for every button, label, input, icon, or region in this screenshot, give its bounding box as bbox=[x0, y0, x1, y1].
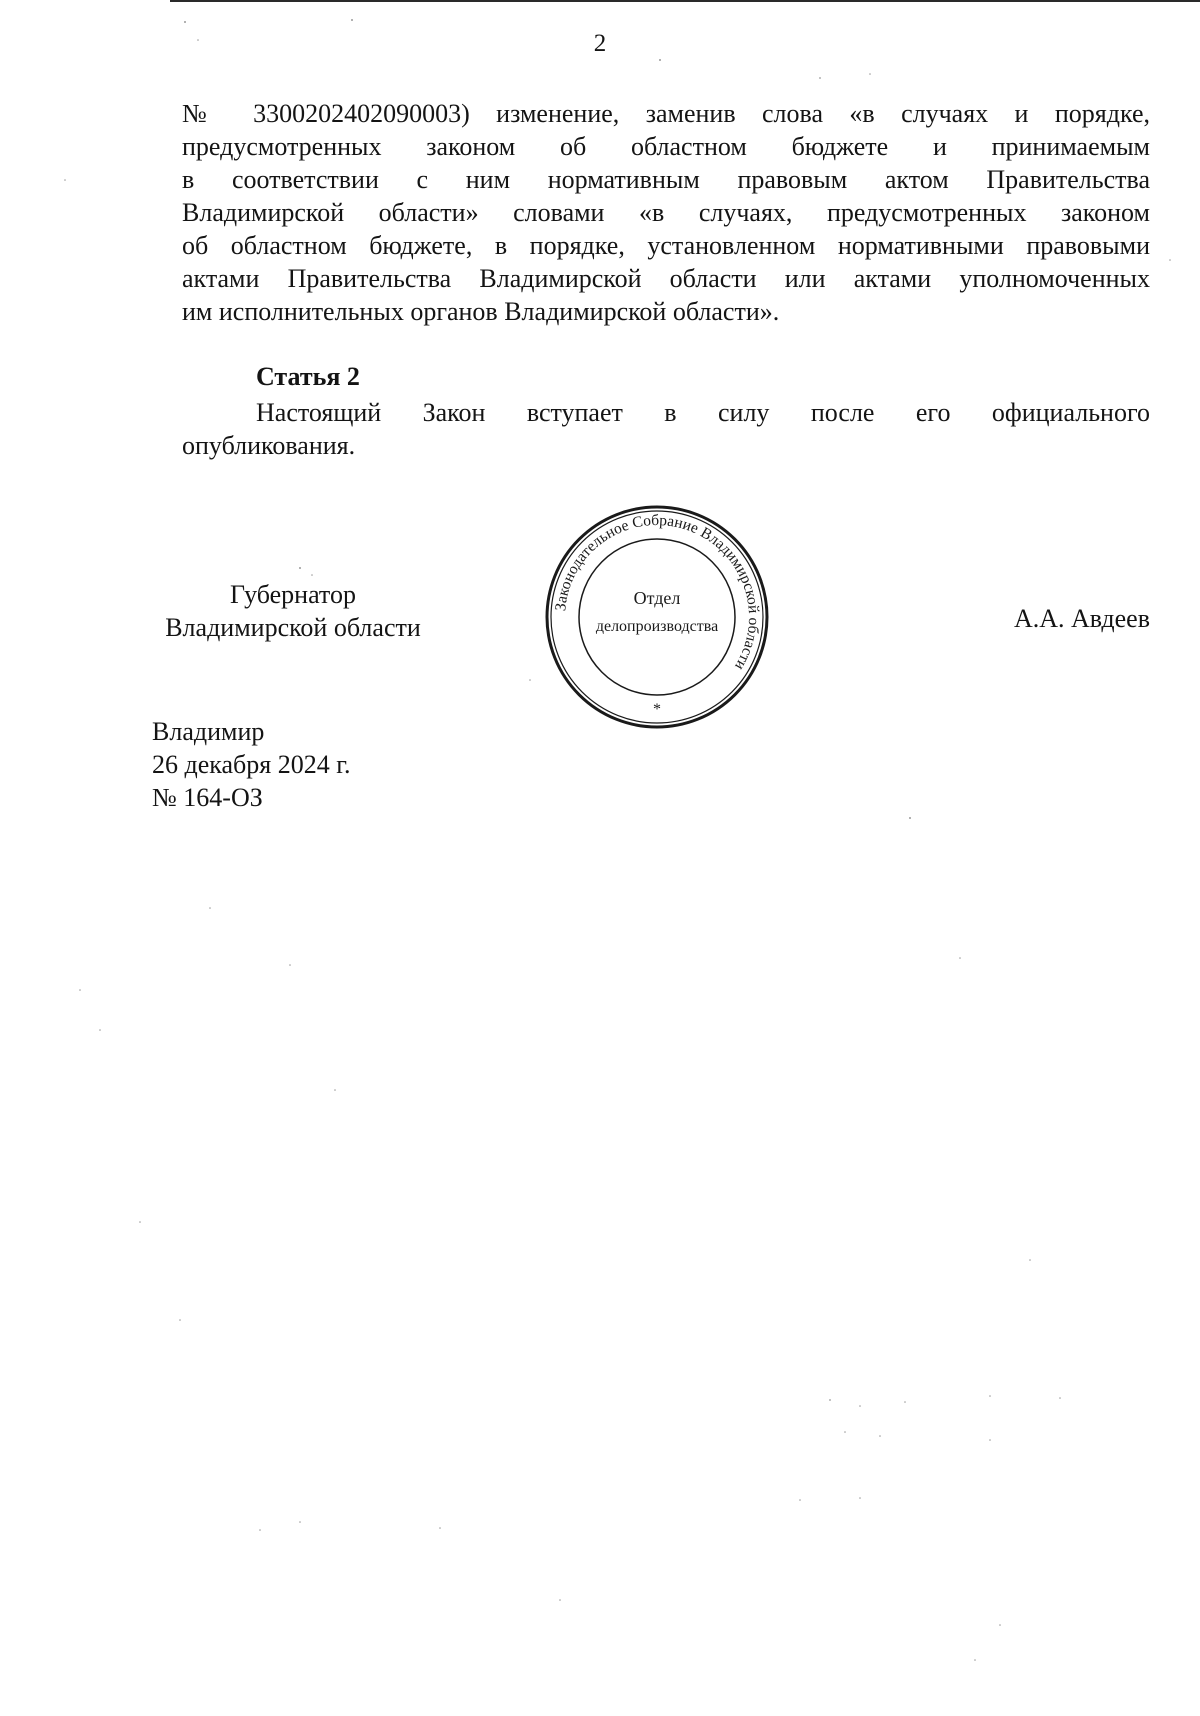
paragraph-line: об областном бюджете, в порядке, установленном нормативными правовыми bbox=[182, 231, 1150, 260]
paragraph-line: Владимирской области» словами «в случаях, предусмотренных законом bbox=[182, 198, 1150, 227]
paragraph-line: Настоящий Закон вступает в силу после его официального bbox=[256, 398, 1150, 427]
paragraph-line: актами Правительства Владимирской области или актами уполномоченных bbox=[182, 264, 1150, 293]
official-seal bbox=[542, 502, 772, 732]
law-number: № 164-ОЗ bbox=[152, 783, 263, 812]
article-heading: Статья 2 bbox=[256, 362, 360, 391]
seal-center-line: делопроизводства bbox=[595, 618, 719, 635]
paragraph-line: в соответствии с ним нормативным правовым актом Правительства bbox=[182, 165, 1150, 194]
page-number: 2 bbox=[593, 30, 607, 57]
paragraph-amendment bbox=[182, 97, 1150, 328]
paragraph-line: опубликования. bbox=[182, 431, 356, 460]
seal-ring-text: Законодательное Собрание Владимирской области bbox=[552, 511, 763, 674]
date: 26 декабря 2024 г. bbox=[152, 750, 351, 779]
paragraph-line: предусмотренных законом об областном бюджете и принимаемым bbox=[182, 132, 1150, 161]
place: Владимир bbox=[152, 717, 265, 746]
signatory-title-line: Губернатор bbox=[230, 580, 356, 609]
scan-top-edge bbox=[170, 0, 1200, 2]
seal-center-line: Отдел bbox=[633, 588, 681, 608]
seal-inner-ring bbox=[579, 539, 735, 695]
paragraph-line: № 3300202402090003) изменение, заменив слова «в случаях и порядке, bbox=[182, 99, 1150, 128]
signatory-name: А.А. Авдеев bbox=[1013, 604, 1150, 633]
seal-star: * bbox=[653, 701, 661, 718]
seal-outer-ring bbox=[547, 507, 767, 727]
place-date-block bbox=[152, 715, 350, 814]
paragraph-entry-into-force bbox=[182, 396, 1150, 462]
signatory-title-line: Владимирской области bbox=[165, 613, 421, 642]
paragraph-line: им исполнительных органов Владимирской области». bbox=[182, 297, 780, 326]
signatory-title bbox=[148, 578, 438, 644]
